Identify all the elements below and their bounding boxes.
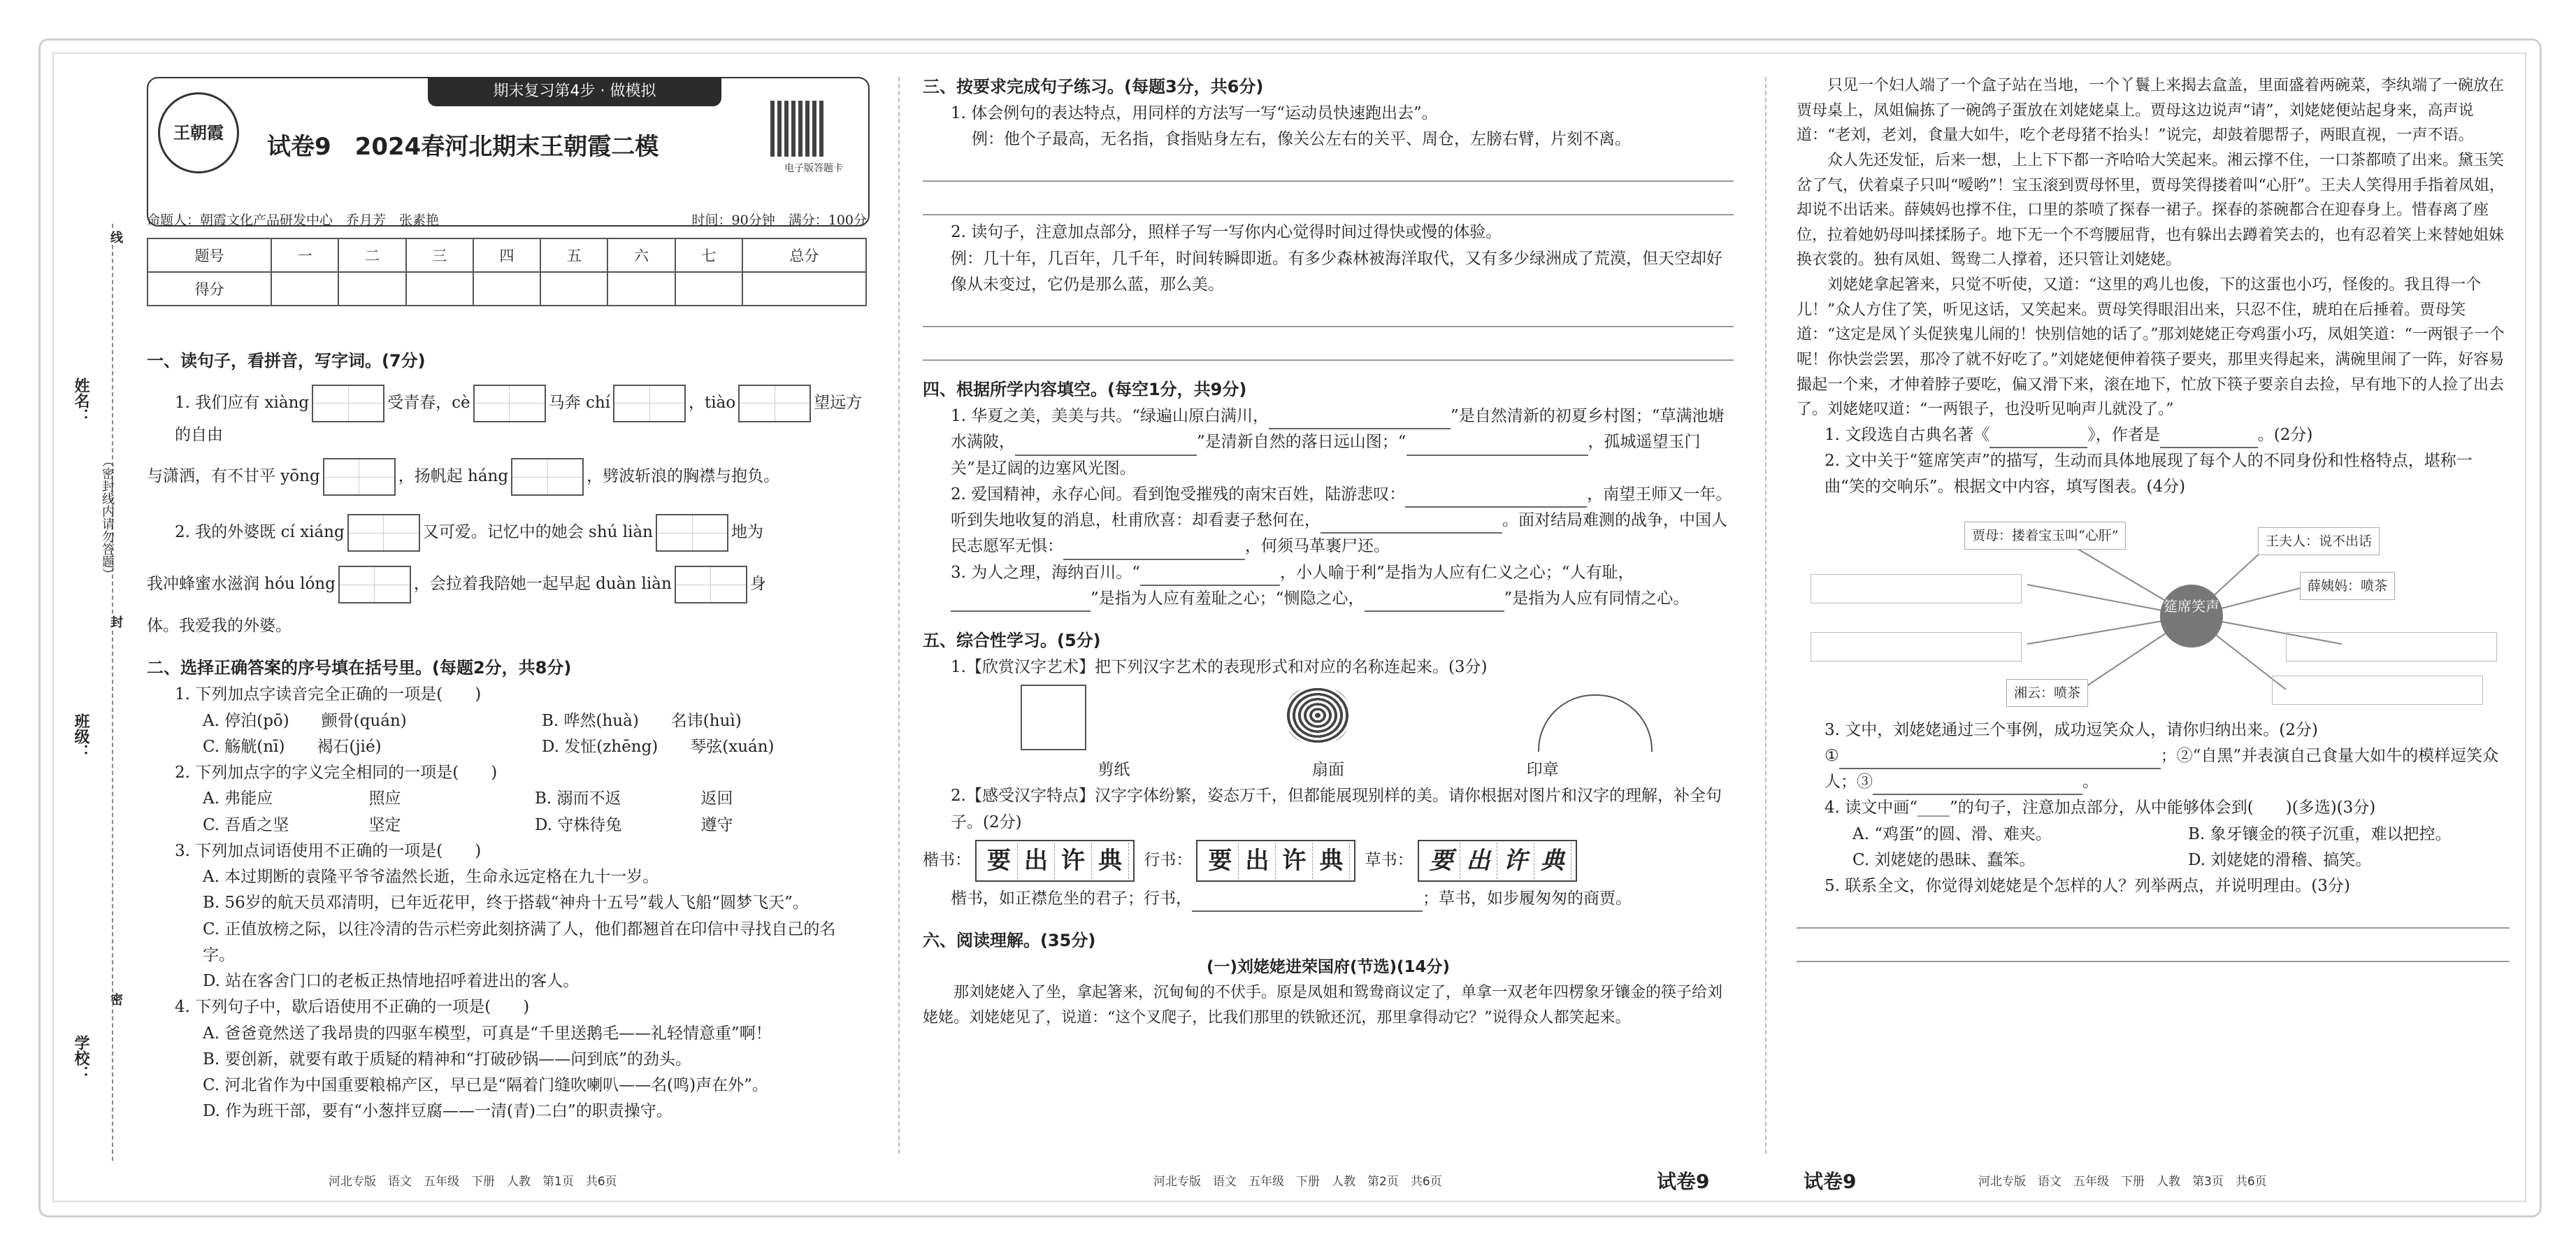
text: ，会拉着我陪她一起早起 duàn liàn [413, 575, 672, 594]
fill-blank[interactable] [1406, 438, 1588, 456]
passage-paragraph: 刘姥姥拿起箸来，只觉不听使，又道：“这里的鸡儿也俊，下的这蛋也小巧，怪俊的。我且得一个儿！”众人方住了笑，听见这话，又笑起来。贾母笑得眼泪出来，只忍不住，琥珀在后捶着。贾母笑道：“这定是凤丫头促狭鬼儿闹的！快别信她的话了。”那刘姥姥正夸鸡蛋小巧，凤姐笑道：“一两银子一个呢！你快尝尝罢，那冷了就不好吃了。”刘姥姥便伸着筷子要夹，那里夹得起来，满碗里闹了一阵，好容易撮起一个来，才伸着脖子要吃，偏又滑下来，滚在地下，忙放下筷子要亲自去捡，早有地下的人捡了出去了。刘姥姥叹道：“一两银子，也没听见响声儿就没了。” [1797, 276, 2505, 419]
fill-blank[interactable] [1839, 751, 2161, 769]
exam-header [147, 77, 870, 227]
s3-q1: 1. 体会例句的表达特点，用同样的方法写一写“运动员快速跑出去”。 [951, 103, 1438, 122]
column-1 [147, 332, 867, 1125]
score-header-cell: 四 [473, 238, 540, 272]
seal-line [112, 224, 113, 1161]
text: ，孤城遥望玉门关”是辽阔的边塞风光图。 [951, 433, 1701, 478]
pinyin-box[interactable] [473, 385, 546, 422]
s3-q2: 2. 读句子，注意加点部分，照样子写一写你内心觉得时间过得快或慢的体验。 [951, 223, 1502, 242]
score-cell[interactable] [540, 272, 607, 306]
section-5-heading: 五、综合性学习。(5分) [923, 631, 1101, 650]
score-header-cell: 五 [540, 238, 607, 272]
s1-question-1 [175, 385, 867, 448]
pinyin-box[interactable] [511, 458, 584, 496]
char: 许 [1055, 843, 1092, 879]
text: 。 [2082, 773, 2099, 791]
score-row [147, 272, 866, 306]
option[interactable]: A. 爸爸竟然送了我昂贵的四驱车模型，可真是“千里送鹅毛——礼轻情意重”啊！ [203, 1024, 772, 1043]
char: 典 [1092, 843, 1129, 879]
callig-label: 行书： [1144, 850, 1193, 869]
char: 要 [1202, 843, 1239, 879]
mindmap-hub: 筵席笑声 [2160, 585, 2223, 648]
option[interactable]: B. 溺而不返 [535, 789, 621, 808]
r-q2: 2. 文中关于“筵席笑声”的描写，生动而具体地展现了每个人的不同身份和性格特点，堪称一曲“笑的交响乐”。根据文中内容，填写图表。(4分) [1825, 452, 2473, 496]
score-cell[interactable] [742, 272, 866, 306]
text: ，tiào [689, 393, 736, 412]
qr-code-icon[interactable] [770, 101, 826, 157]
section-6-heading: 六、阅读理解。(35分) [923, 931, 1096, 951]
s2-q3: 3. 下列加点词语使用不正确的一项是( ) [175, 841, 482, 860]
fill-blank[interactable] [2160, 430, 2258, 448]
fill-blank[interactable] [1063, 542, 1245, 560]
page-footer: 河北专版 语文 五年级 下册 人教 第2页 共6页 [1153, 1175, 1442, 1189]
passage-paragraph: 众人先还发怔，后来一想，上上下下都一齐哈哈大笑起来。湘云撑不住，一口茶都喷了出来。黛玉笑岔了气，伏着桌子只叫“嗳哟”！宝玉滚到贾母怀里，贾母笑得搂着叫“心肝”。王夫人笑得用手指着凤姐，却说不出话来。薛姨妈也撑不住，口里的茶喷了探春一裙子。探春的茶碗都合在迎春身上。惜春离了座位，拉着她奶母叫揉揉肠子。地下无一个不弯腰屈背，也有躲出去蹲着笑去的，也有忍着笑上来替她姐妹换衣裳的。独有凤姐、鸳鸯二人撑着，还只管让刘姥姥。 [1797, 151, 2505, 269]
text: 。(2分) [2257, 425, 2313, 444]
pinyin-box[interactable] [613, 385, 686, 422]
s3-q2-example: 例：几十年，几百年，几千年，时间转瞬即逝。有多少森林被海洋取代，又有多少绿洲成了荒漠，但天空却好像从未变过，它仍是那么蓝，那么美。 [951, 249, 1722, 294]
art-labels [923, 757, 1734, 783]
answer-line[interactable] [1797, 933, 2510, 962]
fill-blank[interactable] [1873, 777, 2082, 795]
option-word: 返回 [700, 789, 733, 808]
author-line [147, 210, 867, 229]
score-cell[interactable] [338, 272, 405, 306]
passage-paragraph: 那刘姥姥入了坐，拿起箸来，沉甸甸的不伏手。原是凤姐和鸳鸯商议定了，单拿一双老年四楞象牙镶金的筷子给刘姥姥。刘姥姥见了，说道：“这个叉爬子，比我们那里的铁锨还沉，那里拿得动它？”说得众人都笑起来。 [923, 984, 1723, 1027]
s5-q1: 1.【欣赏汉字艺术】把下列汉字艺术的表现形式和对应的名称连起来。(3分) [951, 657, 1488, 676]
s2-q4: 4. 下列句子中，歇后语使用不正确的一项是( ) [175, 998, 530, 1017]
score-cell[interactable] [271, 272, 338, 306]
s1-question-2-end: 体。我爱我的外婆。 [147, 617, 292, 636]
option[interactable]: C. 吾盾之坚 [203, 815, 289, 834]
answer-line[interactable] [923, 186, 1734, 215]
text: 望远方的自由 [175, 393, 863, 444]
paper-cut-image[interactable] [1286, 687, 1349, 743]
s4-q3 [951, 560, 1734, 613]
calligraphy-row [923, 840, 1734, 882]
answer-line[interactable] [923, 298, 1734, 327]
score-cell[interactable] [607, 272, 675, 306]
section-3-heading: 三、按要求完成句子练习。(每题3分，共6分) [923, 77, 1264, 96]
laughter-mindmap [1797, 508, 2510, 710]
mindmap-node: 王夫人：说不出话 [2258, 527, 2380, 556]
text: ”是清新自然的落日远山图；“ [1197, 433, 1406, 452]
section-4-heading: 四、根据所学内容填空。(每空1分，共9分) [923, 380, 1247, 400]
passage-title: (一)刘姥姥进荣国府(节选)(14分) [1206, 958, 1451, 976]
option[interactable]: B. 象牙镶金的筷子沉重，难以把控。 [2188, 824, 2452, 843]
s1-question-2 [175, 514, 867, 552]
r-q3: 3. 文中，刘姥姥通过三个事例，成功逗笑众人，请你归纳出来。(2分) [1825, 720, 2318, 739]
score-header-cell: 七 [675, 238, 742, 272]
option[interactable]: D. 作为班干部，要有“小葱拌豆腐——一清(青)二白”的职责操守。 [203, 1102, 672, 1121]
option-word: 遵守 [700, 815, 733, 834]
seal-mark: 线 [106, 231, 124, 243]
option[interactable]: B. 56岁的航天员邓清明，已年近花甲，终于搭载“神舟十五号”载人飞船“圆梦飞天”。 [203, 894, 809, 913]
page-footer: 河北专版 语文 五年级 下册 人教 第1页 共6页 [329, 1175, 617, 1189]
option[interactable]: A. 弗能应 [203, 789, 273, 808]
text: ，扬帆起 háng [398, 467, 509, 486]
art-images [923, 680, 1734, 757]
section-1-heading: 一、读句子，看拼音，写字词。(7分) [147, 351, 426, 371]
r-q5: 5. 联系全文，你觉得刘姥姥是个怎样的人？列举两点，并说明理由。(3分) [1825, 877, 2350, 895]
passage-paragraph: 只见一个妇人端了一个盒子站在当地，一个丫鬟上来揭去盒盖，里面盛着两碗菜，李纨端了一碗放在贾母桌上，凤姐偏拣了一碗鸽子蛋放在刘姥姥桌上。贾母这边说声“请”，刘姥姥便站起身来，高声说道：“老刘，老刘，食量大如牛，吃个老母猪不抬头！”说完，却鼓着腮帮子，两眼直视，一声不语。 [1797, 77, 2505, 145]
text: ，劈波斩浪的胸襟与抱负。 [587, 467, 780, 486]
fill-blank[interactable] [1321, 515, 1502, 534]
column-2 [923, 73, 1734, 1031]
char: 要 [1423, 843, 1460, 879]
column-3 [1797, 73, 2510, 966]
char: 出 [1018, 843, 1055, 879]
text: 1. 我们应有 xiàng [175, 393, 310, 412]
score-header-cell: 题号 [147, 238, 271, 272]
text: ”是自然清新的初夏乡村图；“草满池塘水满陂， [951, 407, 1725, 452]
pinyin-box[interactable] [738, 385, 811, 422]
option[interactable]: C. 正值放榜之际，以往冷清的告示栏旁此刻挤满了人，他们都翘首在印信中寻找自己的名字。 [203, 920, 836, 964]
char: 出 [1239, 843, 1276, 879]
option-word: 坚定 [368, 815, 401, 834]
text: ；②“自黑”并表演自己食量大如牛的模样逗笑众人；③ [1825, 746, 2499, 791]
option[interactable]: B. 要创新，就要有敢于质疑的精神和“打破砂锅——问到底”的劲头。 [203, 1050, 692, 1068]
name-field-label[interactable]: 姓名： [72, 378, 89, 424]
art-label[interactable]: 剪纸 [1098, 761, 1130, 780]
text: 2. 爱国精神，永存心间。看到饱受摧残的南宋百姓，陆游悲叹： [951, 485, 1406, 503]
art-label[interactable]: 扇面 [1311, 761, 1344, 780]
s1-question-1-cont [147, 458, 867, 496]
art-label[interactable]: 印章 [1526, 761, 1559, 780]
text: 3. 为人之理，海纳百川。“ [951, 563, 1141, 582]
page-footer: 河北专版 语文 五年级 下册 人教 第3页 共6页 [1978, 1175, 2267, 1189]
s3-q1-example: 例：他个子最高，无名指，食指贴身左右，像关公左右的关平、周仓，左膀右臂，片刻不离。 [972, 130, 1631, 149]
text: 2. 我的外婆既 cí xiáng [175, 523, 345, 542]
seal-mark: 封 [106, 615, 124, 628]
fill-blank[interactable] [1989, 430, 2087, 448]
text: 又可爱。记忆中的她会 shú liàn [422, 523, 653, 542]
score-row-label: 得分 [147, 272, 271, 306]
time-score: 时间：90分钟 满分：100分 [691, 213, 867, 228]
mindmap-node: 湘云：喷茶 [2006, 679, 2088, 708]
option[interactable]: A. 停泊(pō) 颤骨(quán) [203, 711, 407, 730]
text: ，小人喻于利”是指为人应有仁义之心；“人有耻， [1280, 563, 1634, 582]
school-field-label[interactable]: 学校： [72, 1035, 89, 1081]
test-number: 试卷9 [1804, 1170, 1857, 1193]
text: ，南望王师又一年。听到失地收复的消息，杜甫欣喜：却看妻子愁何在， [951, 485, 1732, 529]
option-word: 照应 [368, 789, 401, 808]
text: 》，作者是 [2087, 425, 2160, 444]
mindmap-blank[interactable] [1811, 574, 2022, 603]
answer-line[interactable] [1797, 899, 2510, 929]
option[interactable]: B. 哗然(huà) 名讳(huì) [542, 711, 742, 730]
fill-blank[interactable] [1269, 411, 1451, 429]
text: 身 [749, 575, 766, 594]
fill-blank[interactable] [1192, 894, 1423, 912]
score-cell[interactable] [406, 272, 473, 306]
callig-label: 楷书： [923, 850, 971, 869]
caoshu-sample [1418, 840, 1577, 882]
author-names: 命题人：朝霞文化产品研发中心 乔月芳 张素艳 [147, 213, 440, 228]
r-q1 [1825, 422, 2510, 448]
char: 典 [1534, 843, 1571, 879]
seal-stamp-image[interactable] [1021, 685, 1086, 750]
exam-title: 试卷9 2024春河北期末王朝霞二模 [267, 133, 659, 161]
kaishu-sample [975, 840, 1135, 882]
step-banner: 期末复习第4步 · 做模拟 [428, 77, 721, 106]
score-cell[interactable] [675, 272, 742, 306]
mindmap-blank[interactable] [2272, 675, 2483, 705]
pinyin-box[interactable] [656, 514, 728, 552]
mindmap-blank[interactable] [1811, 632, 2022, 662]
s4-q2 [951, 482, 1734, 560]
option[interactable]: A. 本过期断的袁隆平爷爷溘然长逝，生命永远定格在九十一岁。 [203, 868, 659, 886]
text: 楷书，如正襟危坐的君子；行书， [951, 889, 1192, 908]
char: 典 [1313, 843, 1350, 879]
s5-q2: 2.【感受汉字特点】汉字字体纷繁，姿态万千，但都能展现别样的美。请你根据对图片和汉字的理解，补全句子。(2分) [951, 787, 1722, 831]
mindmap-blank[interactable] [2286, 632, 2497, 662]
callig-label: 草书： [1365, 850, 1413, 869]
text: ”是指为人应有羞耻之心；“恻隐之心， [1091, 589, 1365, 608]
r-q4-options [1852, 822, 2510, 874]
mindmap-node: 薛姨妈：喷茶 [2300, 572, 2395, 601]
s2-q2-options [203, 786, 867, 838]
s1-question-2-cont [147, 566, 867, 603]
brand-logo: 王朝霞 [158, 92, 239, 173]
option[interactable]: D. 发怔(zhēng) 琴弦(xuán) [542, 737, 775, 756]
char: 要 [981, 843, 1018, 879]
pinyin-box[interactable] [323, 458, 396, 496]
score-header-cell: 一 [271, 238, 338, 272]
fill-blank[interactable] [1365, 594, 1504, 612]
fill-blank[interactable] [1405, 489, 1587, 508]
text: 地为 [731, 523, 763, 542]
char: 许 [1497, 843, 1534, 879]
s2-q2: 2. 下列加点字的字义完全相同的一项是( ) [175, 764, 498, 782]
score-header-row [147, 238, 866, 272]
seal-mark: 密 [106, 993, 124, 1006]
text: 我冲蜂蜜水滋润 hóu lóng [147, 575, 336, 594]
score-header-cell: 总分 [742, 238, 866, 272]
xingshu-sample [1196, 840, 1355, 882]
option[interactable]: C. 觞觥(nī) 褐石(jié) [203, 737, 382, 756]
section-2-heading: 二、选择正确答案的序号填在括号里。(每题2分，共8分) [147, 658, 572, 678]
text: 马奔 chí [548, 393, 611, 412]
char: 出 [1460, 843, 1497, 879]
class-field-label[interactable]: 班级： [72, 713, 89, 759]
fan-image[interactable] [1538, 694, 1653, 752]
s2-q1: 1. 下列加点字读音完全正确的一项是( ) [175, 685, 482, 704]
column-divider [1765, 77, 1766, 1154]
r-q4: 4. 读文中画“____”的句子，注意加点部分，从中能够体会到( )(多选)(3分) [1825, 799, 2376, 817]
r-q3-answer [1825, 743, 2510, 796]
answer-line[interactable] [923, 152, 1734, 182]
option[interactable]: D. 站在客舍门口的老板正热情地招呼着进出的客人。 [203, 972, 580, 990]
score-header-cell: 六 [607, 238, 675, 272]
pinyin-box[interactable] [347, 514, 420, 552]
fill-blank[interactable] [951, 594, 1091, 612]
s4-q1 [951, 403, 1734, 482]
mindmap-node: 贾母：搂着宝玉叫“心肝” [1964, 522, 2126, 550]
text: ① [1825, 746, 1839, 765]
s2-q1-options [203, 708, 867, 761]
option[interactable]: D. 刘姥姥的滑稽、搞笑。 [2188, 850, 2372, 869]
fill-blank[interactable] [1140, 568, 1280, 586]
s5-q2-sentence [951, 886, 1734, 912]
text: ，何须马革裹尸还。 [1245, 537, 1390, 556]
text: 1. 华夏之美，美美与共。“绿遍山原白满川， [951, 407, 1269, 425]
fill-blank[interactable] [1015, 438, 1197, 456]
option[interactable]: C. 刘姥姥的愚昧、蠢笨。 [1852, 850, 2036, 869]
option[interactable]: D. 守株待兔 [535, 815, 622, 834]
score-header-cell: 三 [406, 238, 473, 272]
option[interactable]: C. 河北省作为中国重要粮棉产区，早已是“隔着门缝吹喇叭——名(鸣)声在外”。 [203, 1076, 768, 1094]
char: 许 [1276, 843, 1313, 879]
column-divider [898, 77, 900, 1154]
score-table [147, 238, 867, 306]
text: 。面对结局难测的战争，中国人民志愿军无惧： [951, 511, 1727, 556]
option[interactable]: A. “鸡蛋”的圆、滑、难夹。 [1852, 824, 2052, 843]
score-header-cell: 二 [338, 238, 405, 272]
test-number: 试卷9 [1657, 1170, 1710, 1193]
pinyin-box[interactable] [675, 566, 747, 603]
answer-line[interactable] [923, 331, 1734, 361]
pinyin-box[interactable] [312, 385, 384, 422]
text: 受青春，cè [387, 393, 470, 412]
pinyin-box[interactable] [338, 566, 411, 603]
text: 1. 文段选自古典名著《 [1825, 425, 1990, 444]
text: ”是指为人应有同情之心。 [1504, 589, 1690, 608]
text: ；草书，如步履匆匆的商贾。 [1423, 889, 1632, 908]
seal-note: （密封线内请勿答题） [100, 455, 115, 580]
qr-label: 电子版答题卡 [784, 163, 843, 174]
score-cell[interactable] [473, 272, 540, 306]
text: 与潇洒，有不甘平 yōng [147, 467, 320, 486]
